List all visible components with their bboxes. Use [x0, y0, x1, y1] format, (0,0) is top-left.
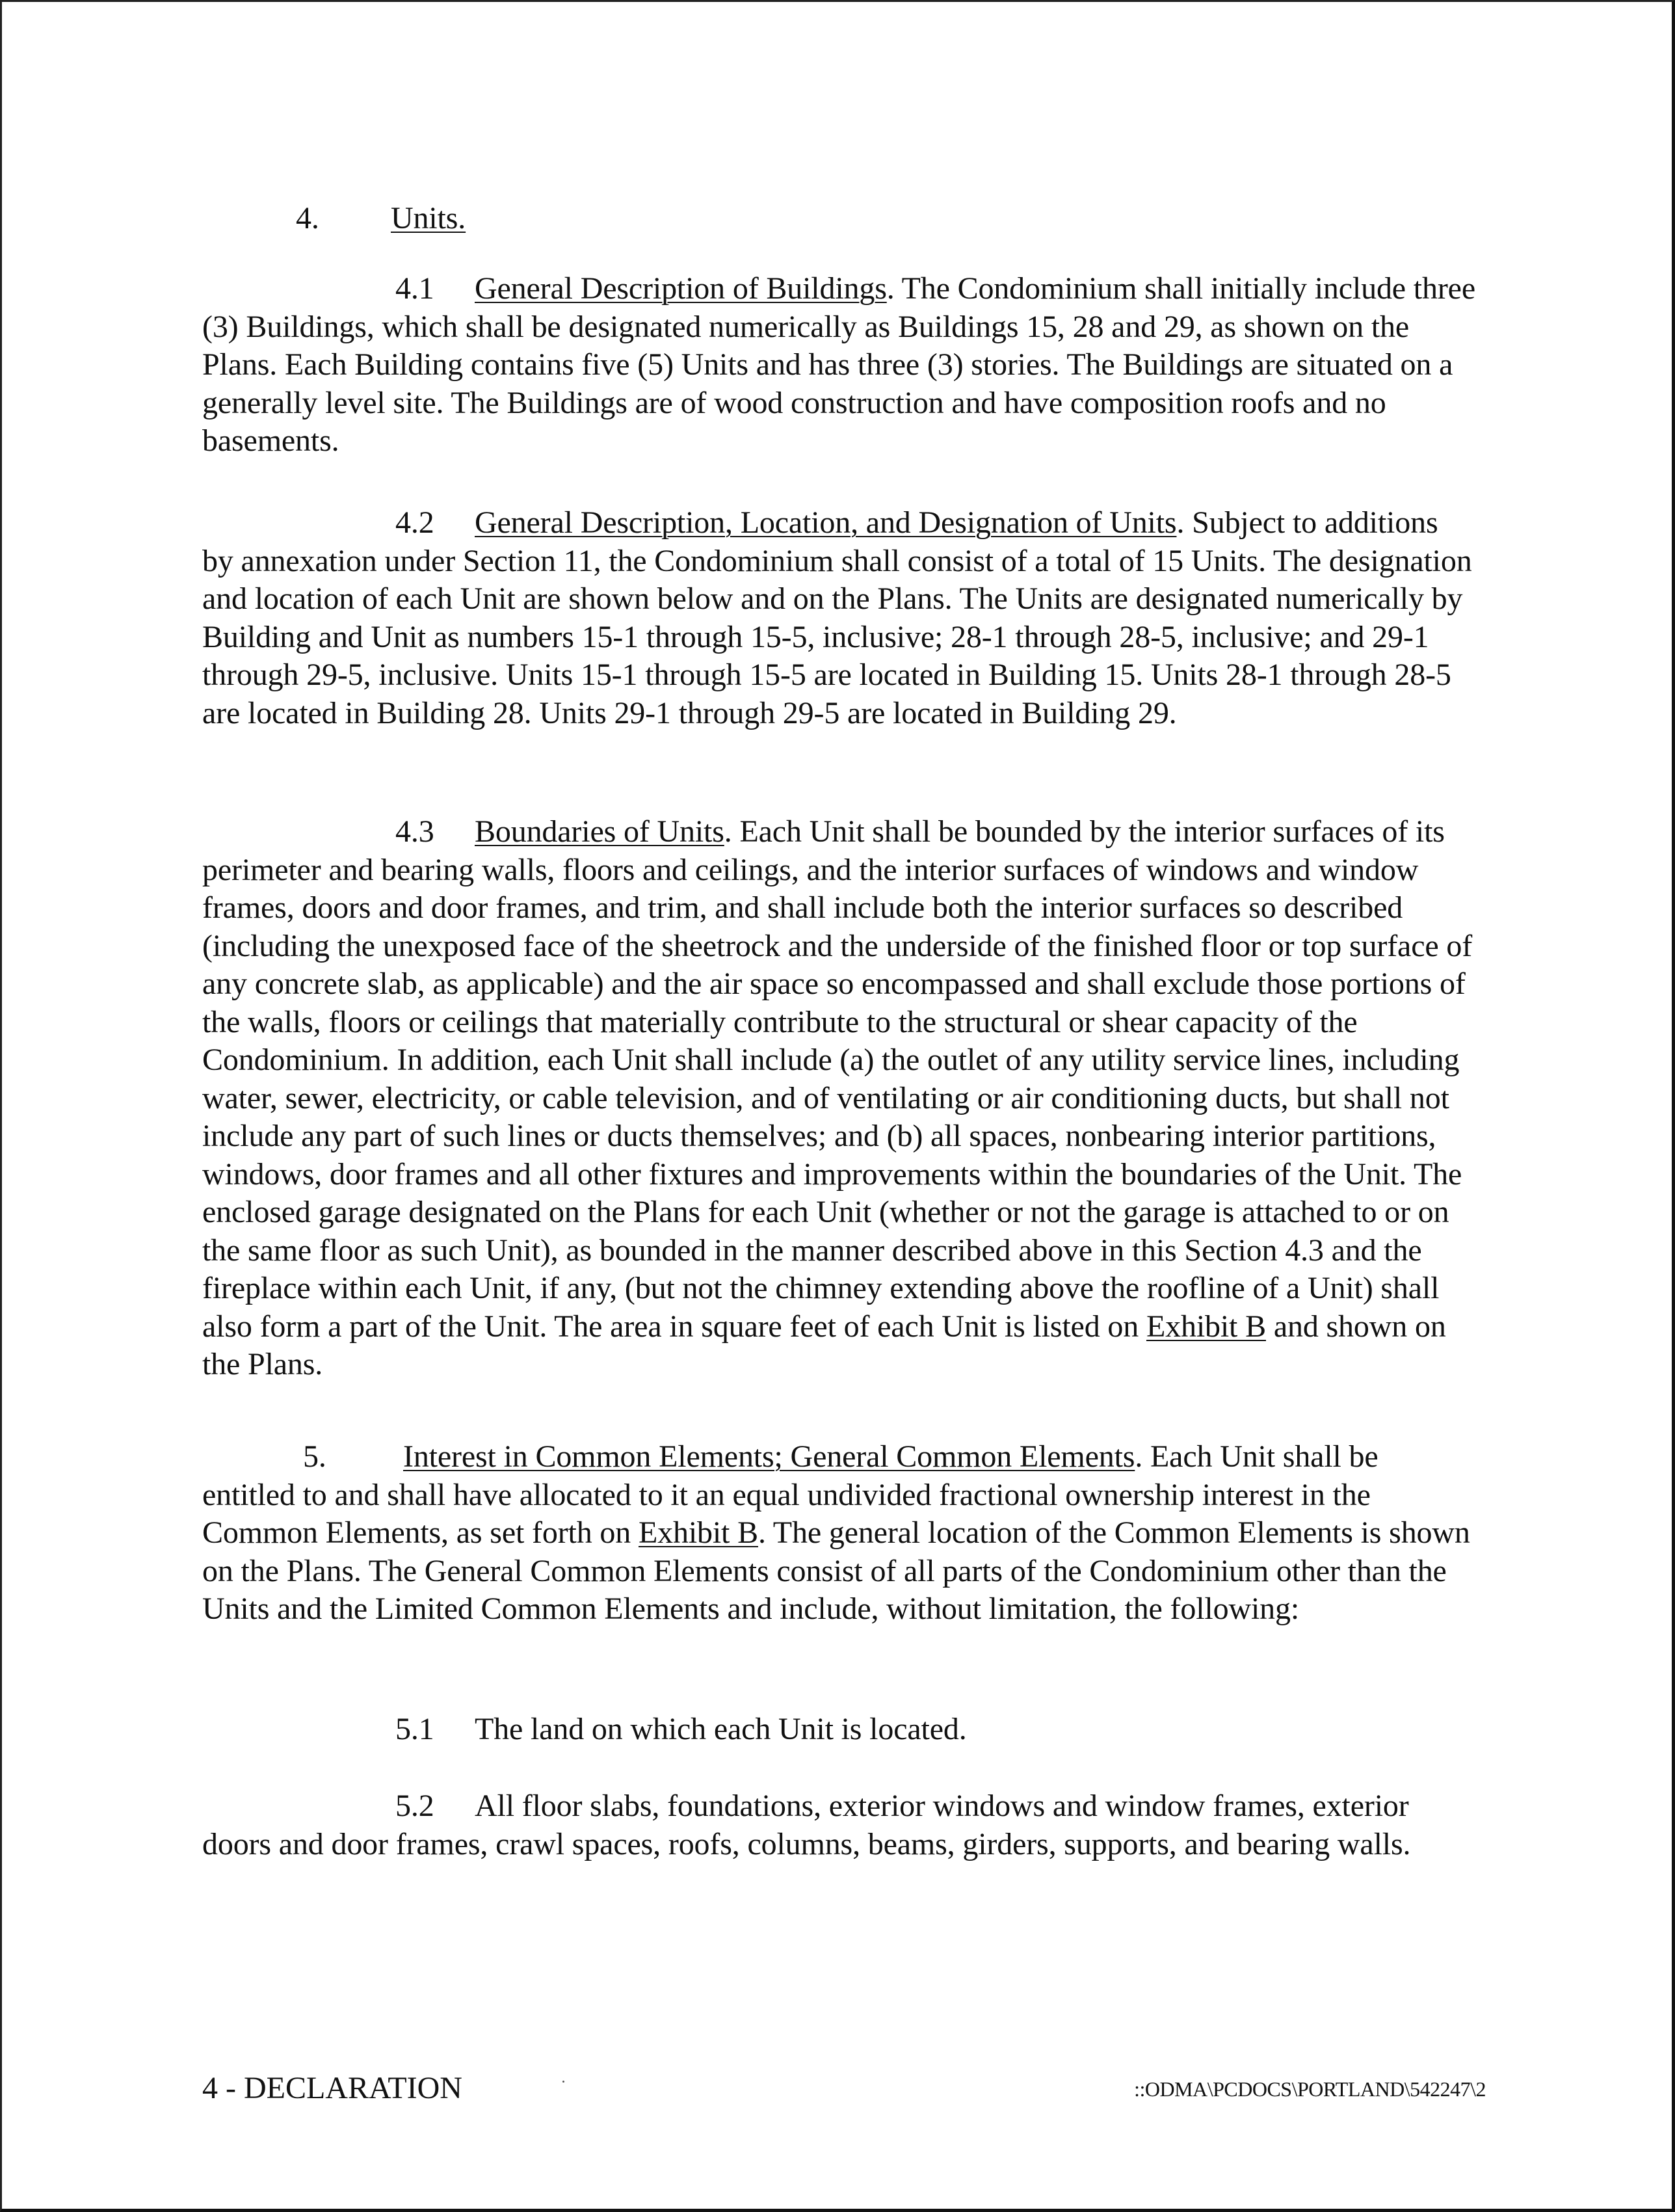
section-4-heading	[296, 200, 466, 238]
paragraph-5	[202, 1438, 1477, 1629]
paragraph-number: 5.2	[395, 1789, 434, 1823]
paragraph-number: 4.2	[395, 505, 434, 540]
paragraph-4-3	[202, 813, 1477, 1384]
paragraph-5-2	[202, 1787, 1477, 1863]
scan-speck	[562, 2081, 564, 2083]
exhibit-reference: Exhibit B	[638, 1515, 758, 1550]
paragraph-4-2	[202, 504, 1477, 732]
paragraph-text: All floor slabs, foundations, exterior windows and window frames, exterior doors and door frames, crawl spaces, roofs, columns, beams, girders, supports, and bearing walls.	[202, 1789, 1411, 1861]
paragraph-title: Interest in Common Elements; General Common Elements	[403, 1439, 1135, 1474]
paragraph-title: General Description of Buildings	[475, 271, 887, 306]
footer-label: 4 - DECLARATION	[202, 2071, 462, 2105]
paragraph-title: Boundaries of Units	[475, 814, 724, 849]
exhibit-reference: Exhibit B	[1146, 1309, 1266, 1344]
paragraph-text-end: and shown on the Plans.	[202, 1309, 1446, 1381]
paragraph-4-1	[202, 270, 1477, 460]
paragraph-text: . The Condominium shall initially include three (3) Buildings, which shall be designated numerically as Buildings 15, 28 and 29, as shown on the Plans. Each Building contains five (5) Units and has three (3) stories. The Buildings are situated on a generally level site. The Buildings are of wood construction and have composition roofs and no basements.	[202, 271, 1475, 458]
paragraph-text: The land on which each Unit is located.	[475, 1712, 967, 1746]
paragraph-5-1	[202, 1711, 1477, 1749]
paragraph-title: General Description, Location, and Designation of Units	[475, 505, 1177, 540]
paragraph-text: . Subject to additions by annexation under Section 11, the Condominium shall consist of a total of 15 Units. The designation and location of each Unit are shown below and on the Plans. The Units are designated numerically by Building and Unit as numbers 15-1 through 15-5, inclusive; 28-1 through 28-5, inclusive; and 29-1 through 29-5, inclusive. Units 15-1 through 15-5 are located in Building 15. Units 28-1 through 28-5 are located in Building 28. Units 29-1 through 29-5 are located in Building 29.	[202, 505, 1472, 730]
paragraph-text: . Each Unit shall be bounded by the interior surfaces of its perimeter and bearing walls, floors and ceilings, and the interior surfaces of windows and window frames, doors and door frames, and trim, and shall include both the interior surfaces so described (including the unexposed face of the sheetrock and the underside of the finished floor or top surface of any concrete slab, as applicable) and the air space so encompassed and shall exclude those portions of the walls, floors or ceilings that materially contribute to the structural or shear capacity of the Condominium. In addition, each Unit shall include (a) the outlet of any utility service lines, including water, sewer, electricity, or cable television, and of ventilating or air conditioning ducts, but shall not include any part of such lines or ducts themselves; and (b) all spaces, nonbearing interior partitions, windows, door frames and all other fixtures and improvements within the boundaries of the Unit. The enclosed garage designated on the Plans for each Unit (whether or not the garage is attached to or on the same floor as such Unit), as bounded in the manner described above in this Section 4.3 and the fireplace within each Unit, if any, (but not the chimney extending above the roofline of a Unit) shall also form a part of the Unit. The area in square feet of each Unit is listed on	[202, 814, 1473, 1344]
section-title: Units.	[391, 201, 466, 235]
paragraph-text-end: . The general location of the Common Elements is shown on the Plans. The General Common Elements consist of all parts of the Condominium other than the Units and the Limited Common Elements and include, without limitation, the following:	[202, 1515, 1470, 1626]
paragraph-text: . Each Unit shall be entitled to and shall have allocated to it an equal undivided fractional ownership interest in the Common Elements, as set forth on	[202, 1439, 1378, 1550]
section-number: 4.	[296, 201, 319, 235]
paragraph-number: 4.3	[395, 814, 434, 849]
footer-document-code: ::ODMA\PCDOCS\PORTLAND\542247\2	[1134, 2077, 1486, 2101]
paragraph-number: 5.1	[395, 1712, 434, 1746]
paragraph-number: 5.	[303, 1439, 326, 1474]
paragraph-number: 4.1	[395, 271, 434, 306]
